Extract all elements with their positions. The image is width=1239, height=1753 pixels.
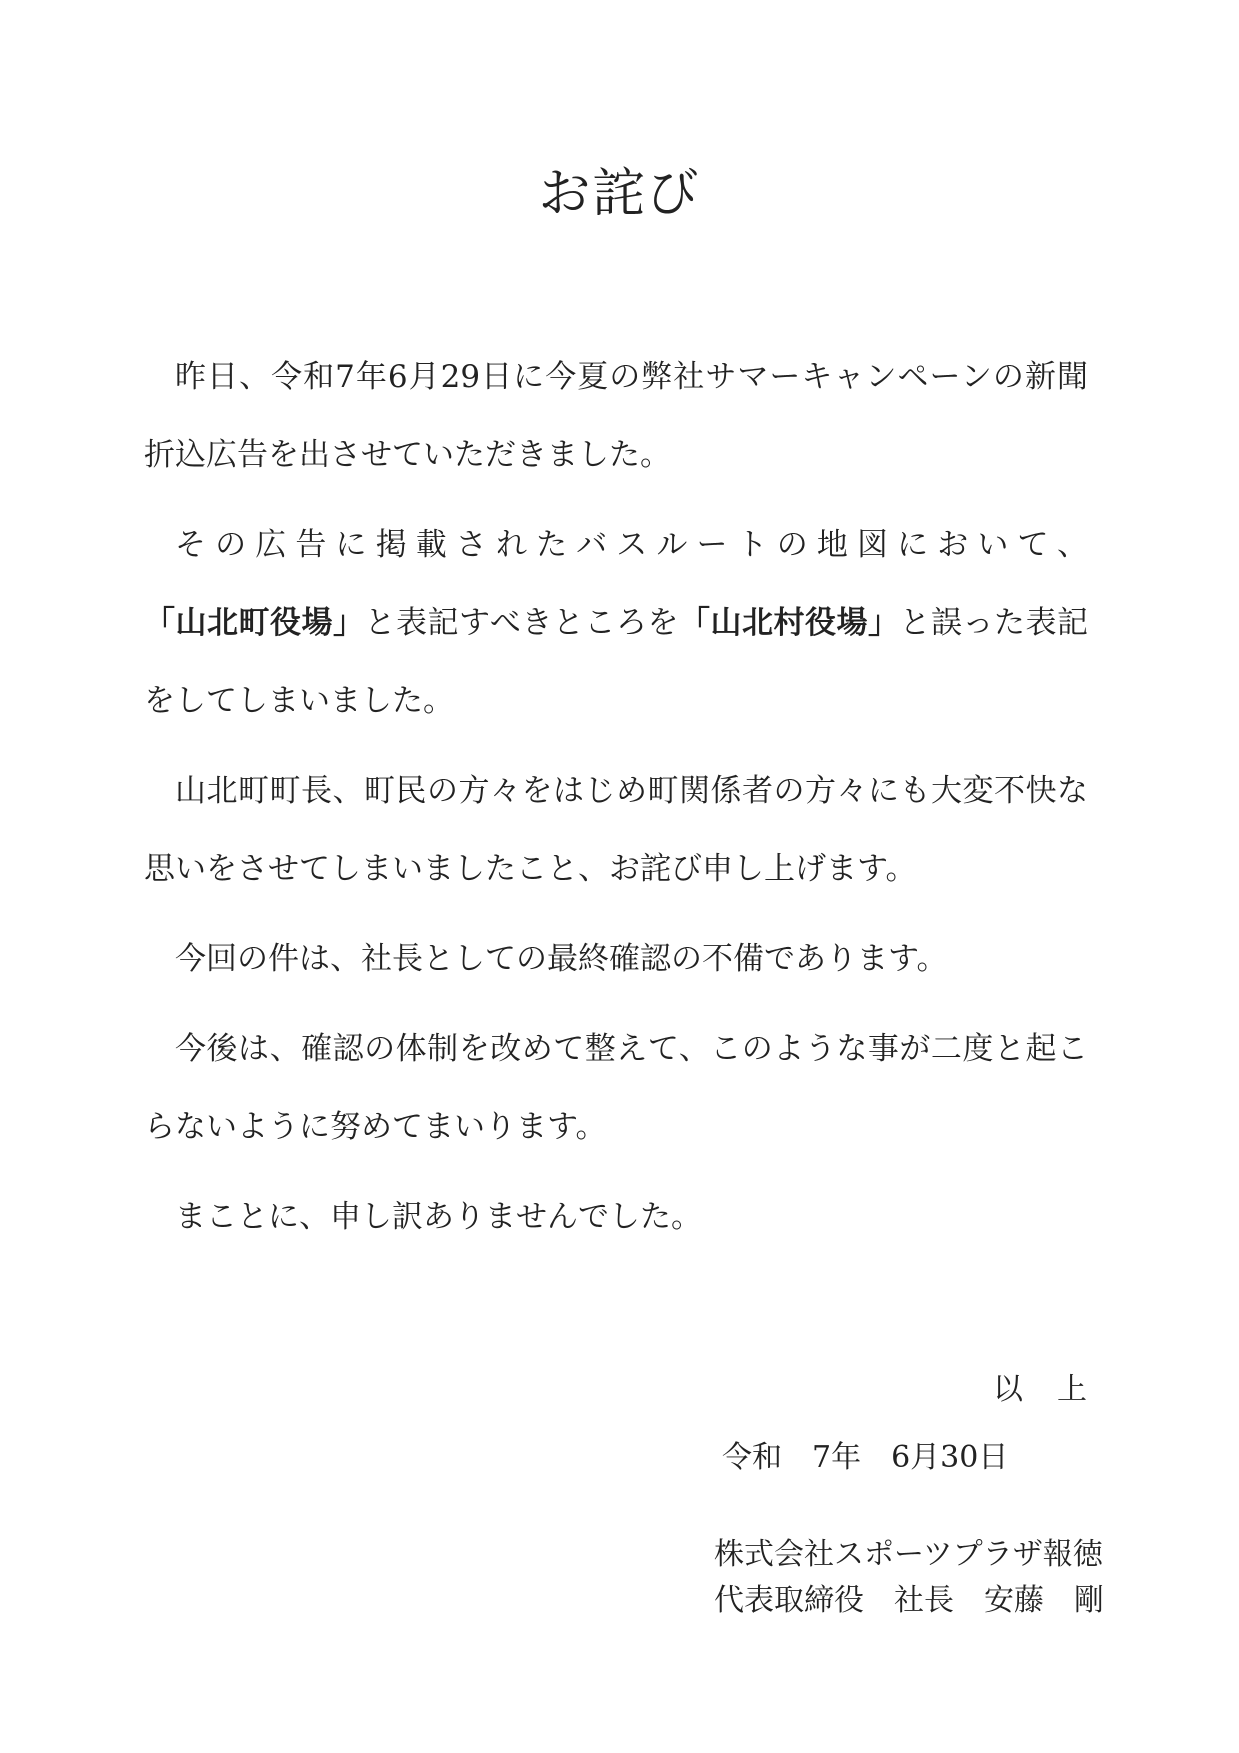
document-date: 令和 7年 6月30日 [722,1440,1009,1475]
apology-body [144,338,1088,1268]
paragraph-apology: 山北町町長、町民の方々をはじめ町関係者の方々にも大変不快な思いをさせてしまいましたこと、お詫び申し上げます。 [144,773,1088,887]
document-title: お詫び [538,164,701,224]
paragraph-prevention: 今後は、確認の体制を改めて整えて、このような事が二度と起こらないように努めてまいります。 [144,1031,1088,1145]
paragraph-responsibility: 今回の件は、社長としての最終確認の不備であります。 [175,941,948,977]
error-text-part: と誤った表記をしてしまいました。 [144,605,1089,719]
paragraph-final-apology: まことに、申し訳ありませんでした。 [175,1199,702,1235]
incorrect-name-emphasis: 「山北村役場」 [678,605,900,641]
paragraph-announcement: 昨日、令和7年6月29日に今夏の弊社サマーキャンペーンの新聞折込広告を出させていただきました。 [144,359,1088,473]
paragraph-error-description [144,506,1088,740]
company-name: 株式会社スポーツプラザ報徳 [714,1537,1103,1572]
correct-name-emphasis: 「山北町役場」 [144,605,365,641]
representative-name: 代表取締役 社長 安藤 剛 [714,1583,1104,1618]
closing-mark: 以 上 [993,1372,1089,1407]
signature-block [714,1532,1104,1624]
error-text-part: と表記すべきところを [364,605,679,641]
error-text-part: その広告に掲載されたバスルートの地図において、 [175,527,1088,563]
